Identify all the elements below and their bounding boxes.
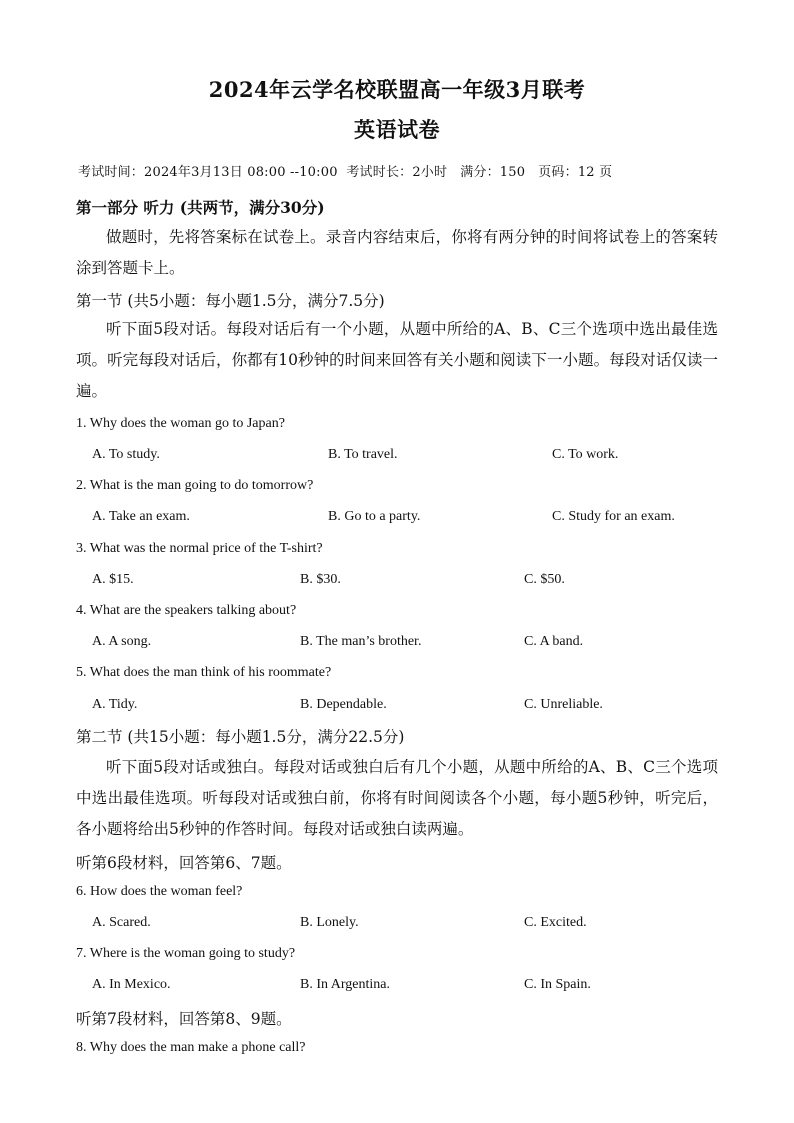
q6-option-c: C. Excited. — [524, 915, 587, 930]
part1-instructions: 做题时，先将答案标在试卷上。录音内容结束后，你将有两分钟的时间将试卷上的答案转涂到答题卡上。 — [76, 228, 718, 277]
q7-option-a: A. In Mexico. — [92, 977, 171, 992]
exam-subtitle: 英语试卷 — [354, 117, 440, 142]
q6-option-b: B. Lonely. — [300, 915, 359, 930]
question-6: 6. How does the woman feel? — [76, 884, 243, 899]
q4-option-c: C. A band. — [524, 634, 584, 649]
section1-instructions: 听下面5段对话。每段对话后有一个小题，从题中所给的A、B、C三个选项中选出最佳选项。听完每段对话后，你都有10秒钟的时间来回答有关小题和阅读下一小题。每段对话仅读一遍。 — [76, 320, 718, 400]
material-6-note: 听第6段材料，回答第6、7题。 — [76, 854, 292, 872]
q2-option-c: C. Study for an exam. — [552, 509, 675, 524]
exam-title: 2024年云学名校联盟高一年级3月联考 — [208, 77, 586, 102]
section2-instructions: 听下面5段对话或独白。每段对话或独白后有几个小题，从题中所给的A、B、C三个选项中选出最佳选项。听每段对话或独白前，你将有时间阅读各个小题，每小题5秒钟，听完后，各小题将给出5秒钟的作答时间。每段对话或独白读两遍。 — [76, 758, 718, 838]
exam-info: 考试时间：2024年3月13日 08:00 --10:00 考试时长：2小时 满分：150 页码：12 页 — [78, 165, 613, 180]
q3-option-a: A. $15. — [92, 572, 134, 587]
q4-option-b: B. The man’s brother. — [300, 634, 422, 649]
q3-option-b: B. $30. — [300, 572, 341, 587]
question-8: 8. Why does the man make a phone call? — [76, 1040, 306, 1055]
question-5: 5. What does the man think of his roommate? — [76, 665, 332, 680]
q7-option-c: C. In Spain. — [524, 977, 591, 992]
material-7-note: 听第7段材料，回答第8、9题。 — [76, 1010, 292, 1028]
q1-option-a: A. To study. — [92, 447, 160, 462]
q3-option-c: C. $50. — [524, 572, 565, 587]
question-4: 4. What are the speakers talking about? — [76, 603, 297, 618]
q1-option-b: B. To travel. — [328, 447, 398, 462]
section2-heading: 第二节 (共15小题：每小题1.5分，满分22.5分) — [76, 728, 405, 746]
question-3: 3. What was the normal price of the T-shirt? — [76, 541, 323, 556]
section1-heading: 第一节 (共5小题：每小题1.5分，满分7.5分) — [76, 292, 385, 310]
q5-option-a: A. Tidy. — [92, 697, 138, 712]
question-1: 1. Why does the woman go to Japan? — [76, 416, 285, 431]
q6-option-a: A. Scared. — [92, 915, 151, 930]
q5-option-b: B. Dependable. — [300, 697, 387, 712]
part1-heading: 第一部分 听力 (共两节，满分30分) — [76, 198, 325, 217]
q7-option-b: B. In Argentina. — [300, 977, 390, 992]
q5-option-c: C. Unreliable. — [524, 697, 603, 712]
q2-option-b: B. Go to a party. — [328, 509, 421, 524]
question-2: 2. What is the man going to do tomorrow? — [76, 478, 314, 493]
question-7: 7. Where is the woman going to study? — [76, 946, 296, 961]
q2-option-a: A. Take an exam. — [92, 509, 190, 524]
q4-option-a: A. A song. — [92, 634, 152, 649]
q1-option-c: C. To work. — [552, 447, 619, 462]
